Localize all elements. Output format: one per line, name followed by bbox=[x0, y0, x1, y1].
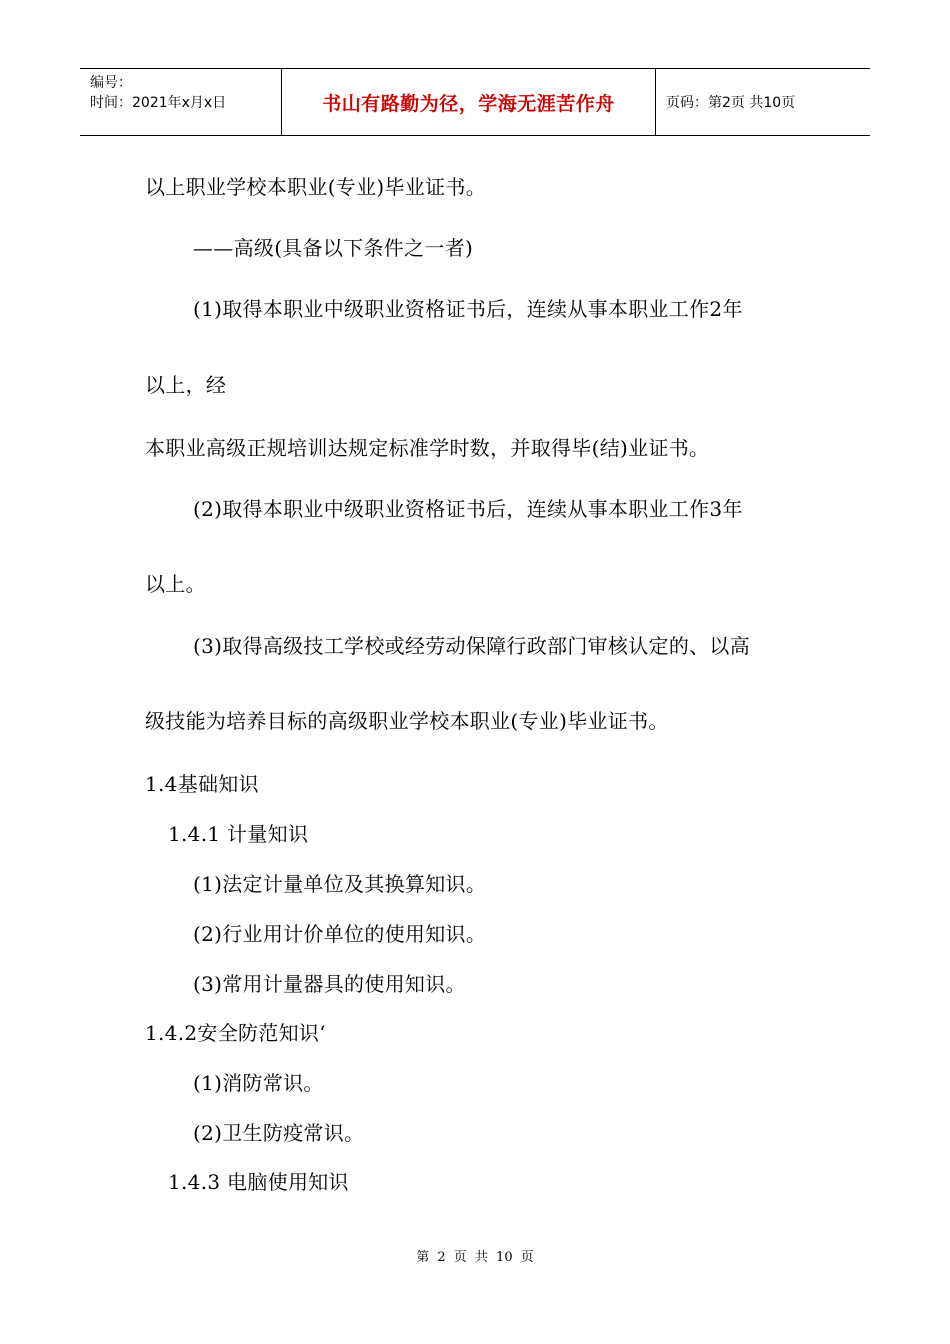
body-line: (2)取得本职业中级职业资格证书后，连续从事本职业工作3年 bbox=[193, 497, 743, 521]
body-line: 以上。 bbox=[145, 572, 206, 596]
list-item: (2)行业用计价单位的使用知识。 bbox=[193, 922, 487, 946]
body-line: (3)取得高级技工学校或经劳动保障行政部门审核认定的、以高 bbox=[193, 634, 751, 658]
body-line: 以上职业学校本职业(专业)毕业证书。 bbox=[145, 175, 487, 199]
section-heading: 1.4基础知识 bbox=[145, 772, 259, 796]
list-item: (1)法定计量单位及其换算知识。 bbox=[193, 872, 487, 896]
list-item: (2)卫生防疫常识。 bbox=[193, 1121, 365, 1145]
list-item: (1)消防常识。 bbox=[193, 1071, 324, 1095]
body-line: (1)取得本职业中级职业资格证书后，连续从事本职业工作2年 bbox=[193, 297, 743, 321]
header-page-info: 页码：第2页 共10页 bbox=[666, 95, 796, 111]
body-line: ——高级(具备以下条件之一者) bbox=[193, 236, 474, 260]
subsection-heading: 1.4.1 计量知识 bbox=[168, 822, 309, 846]
subsection-heading: 1.4.3 电脑使用知识 bbox=[168, 1170, 349, 1194]
subsection-heading: 1.4.2安全防范知识‘ bbox=[145, 1021, 326, 1045]
page-header bbox=[80, 68, 870, 136]
body-line: 以上，经 bbox=[145, 373, 227, 397]
list-item: (3)常用计量器具的使用知识。 bbox=[193, 972, 466, 996]
document-number-label: 编号： bbox=[90, 75, 132, 91]
page-footer: 第 2 页 共 10 页 bbox=[416, 1250, 534, 1265]
document-date: 时间：2021年x月x日 bbox=[90, 95, 227, 111]
header-motto: 书山有路勤为径，学海无涯苦作舟 bbox=[282, 69, 656, 135]
header-meta-cell bbox=[80, 69, 282, 135]
body-line: 本职业高级正规培训达规定标准学时数，并取得毕(结)业证书。 bbox=[145, 436, 710, 460]
body-line: 级技能为培养目标的高级职业学校本职业(专业)毕业证书。 bbox=[145, 709, 669, 733]
